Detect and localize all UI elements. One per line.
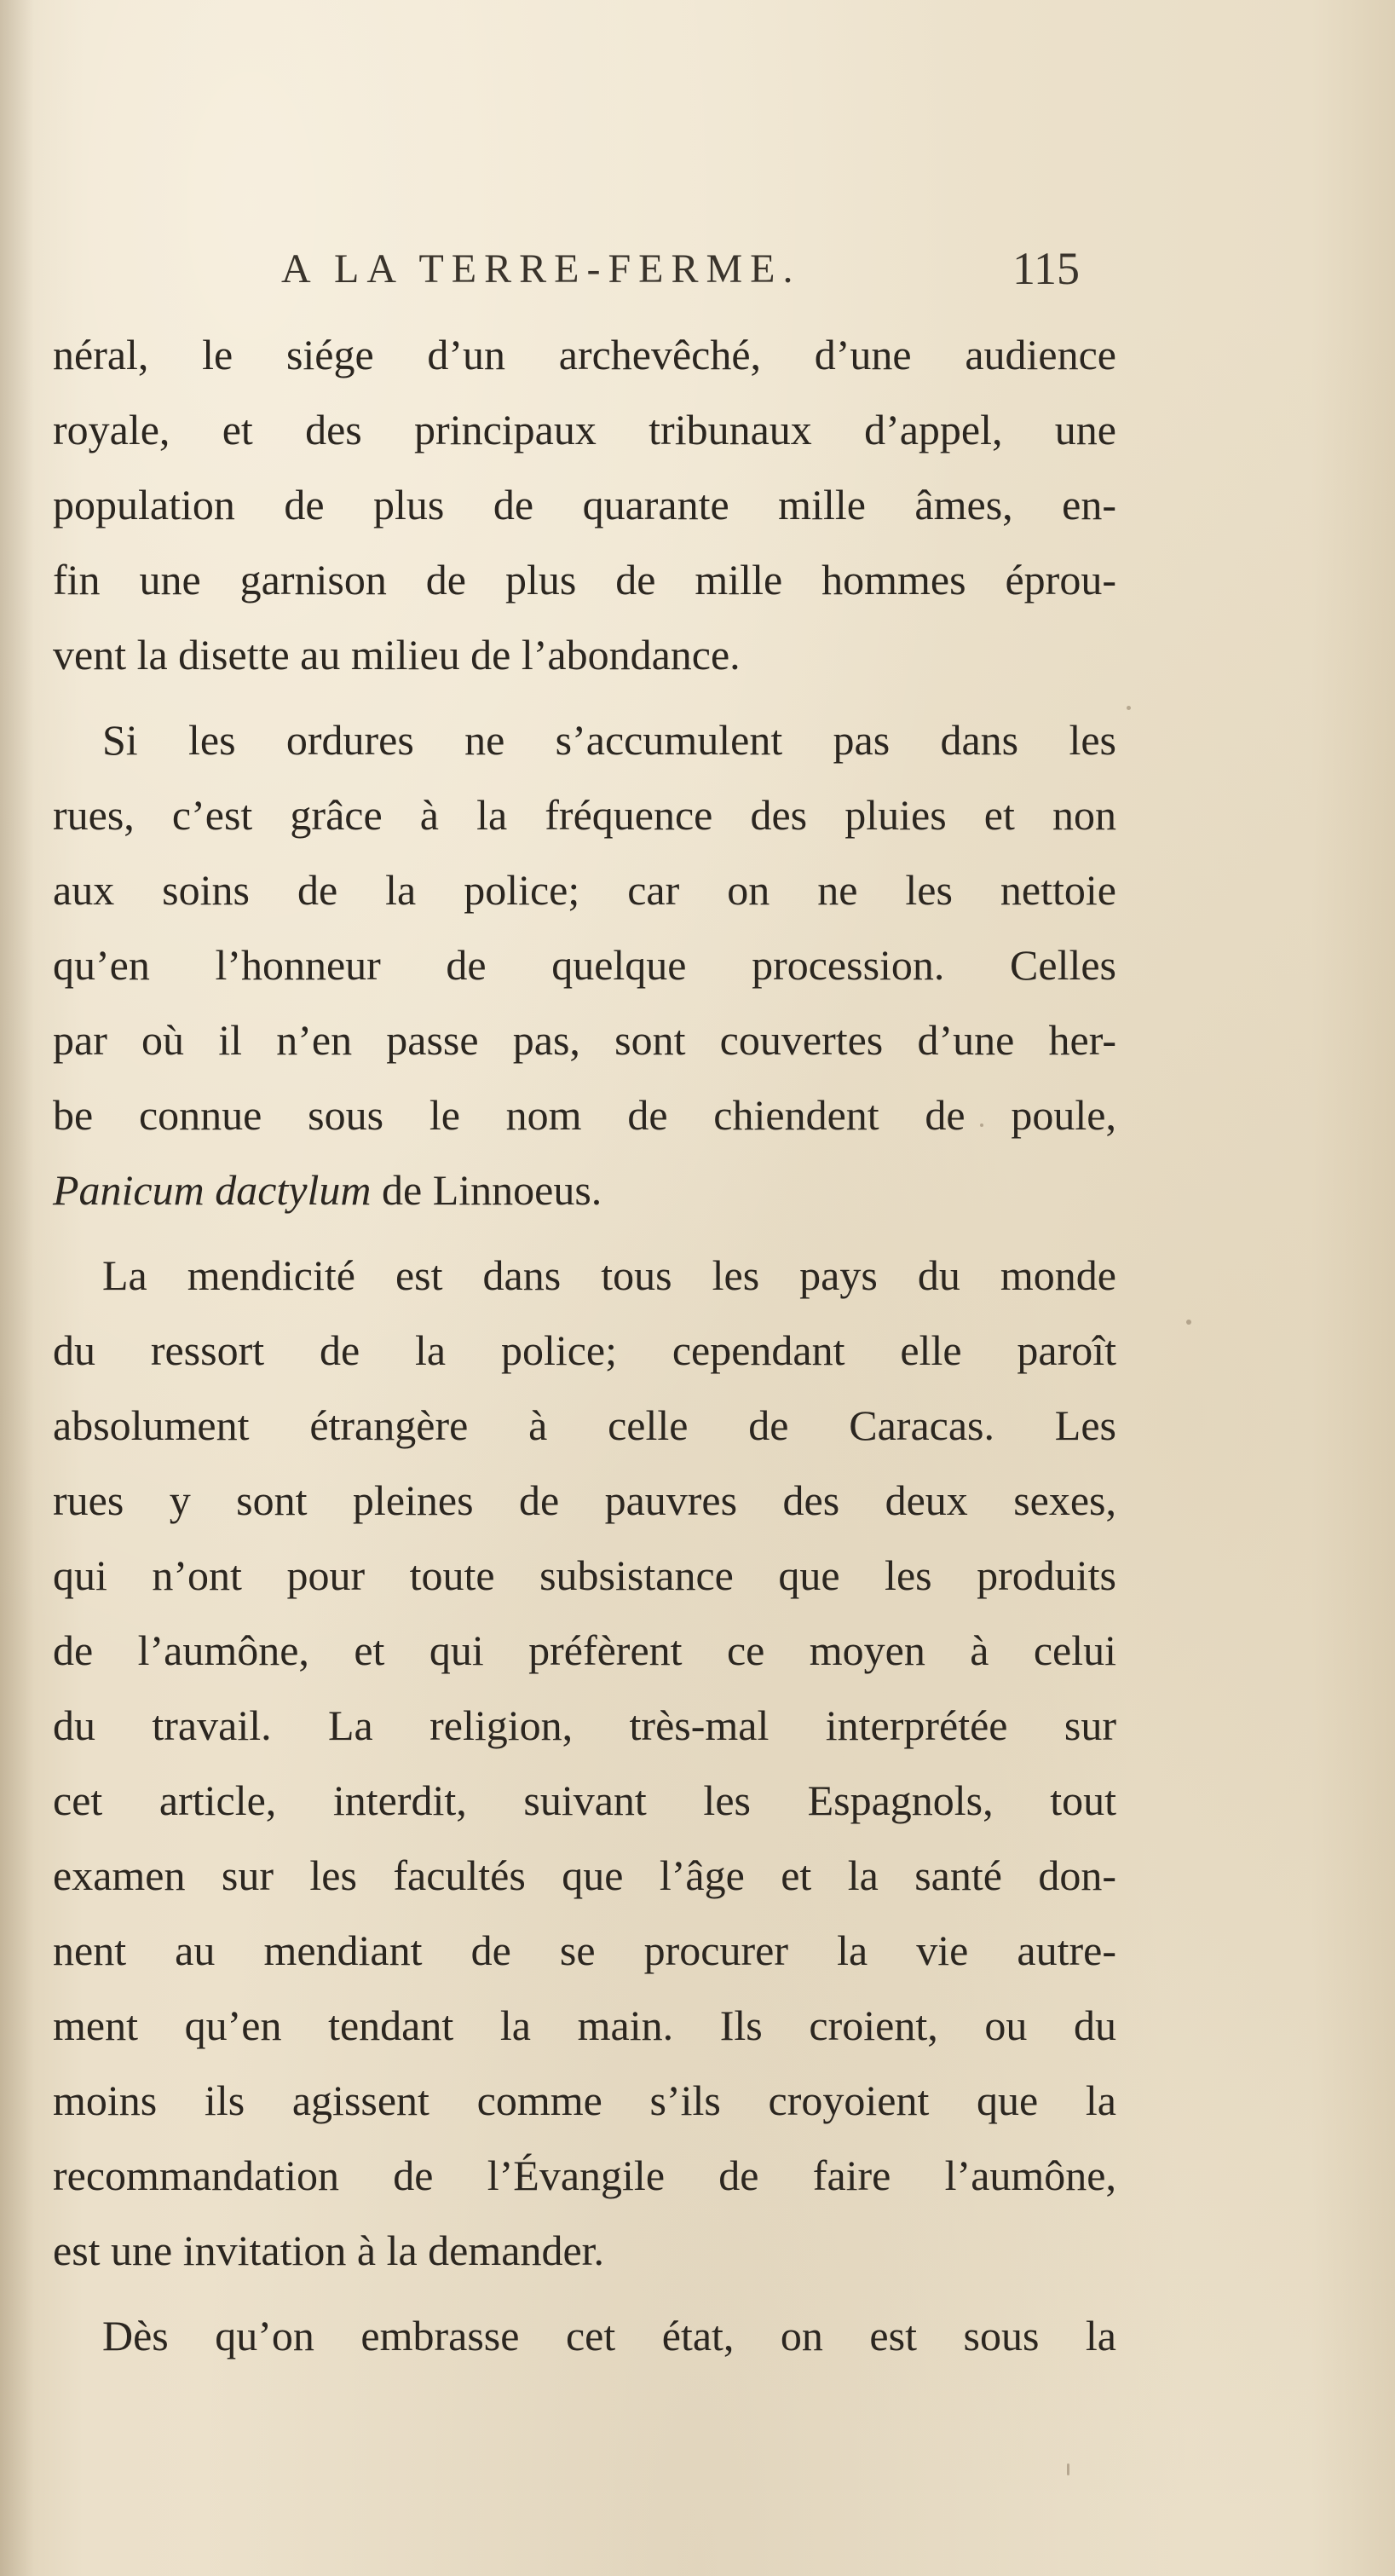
author-name: de Linnoeus.: [371, 1166, 602, 1214]
text-line: du travail. La religion, très-mal interprétée sur: [53, 1701, 1116, 1749]
paragraph-1: [53, 317, 1116, 692]
page-header: [0, 245, 1395, 314]
text-line: population de plus de quarante mille âmes, en-: [53, 481, 1116, 528]
text-line: be connue sous le nom de chiendent de poule,: [53, 1091, 1116, 1139]
gutter-shadow: [0, 0, 34, 2576]
text-line: du ressort de la police; cependant elle paroît: [53, 1326, 1116, 1374]
text-line: vent la disette au milieu de l’abondance.: [53, 631, 741, 679]
paper-speck: [1067, 2463, 1069, 2475]
paragraph-4: [53, 2298, 1116, 2373]
body-text: [53, 317, 1116, 2373]
paper-speck: [980, 1123, 983, 1127]
text-line: recommandation de l’Évangile de faire l’aumône,: [53, 2151, 1116, 2199]
text-line: examen sur les facultés que l’âge et la santé don-: [53, 1851, 1116, 1899]
text-line: de l’aumône, et qui préfèrent ce moyen à celui: [53, 1626, 1116, 1674]
page-number: 115: [1012, 243, 1080, 294]
text-line: rues, c’est grâce à la fréquence des pluies et non: [53, 791, 1116, 839]
text-line: nent au mendiant de se procurer la vie autre-: [53, 1926, 1116, 1974]
text-line: royale, et des principaux tribunaux d’appel, une: [53, 406, 1116, 453]
paper-speck: [1127, 706, 1131, 710]
text-line: qu’en l’honneur de quelque procession. Celles: [53, 941, 1116, 989]
text-line: absolument étrangère à celle de Caracas. Les: [53, 1401, 1116, 1449]
text-line: aux soins de la police; car on ne les nettoie: [53, 866, 1116, 914]
text-line: néral, le siége d’un archevêché, d’une audience: [53, 331, 1116, 378]
latin-species-name: Panicum dactylum: [53, 1166, 372, 1214]
text-line: cet article, interdit, suivant les Espagnols, tout: [53, 1776, 1116, 1824]
text-line: ment qu’en tendant la main. Ils croient, ou du: [53, 2001, 1116, 2049]
paragraph-2: [53, 702, 1116, 1227]
text-line: fin une garnison de plus de mille hommes éprou-: [53, 556, 1116, 604]
paper-speck: [1186, 1320, 1191, 1325]
text-line-latin-name: [53, 1152, 1116, 1227]
text-line: La mendicité est dans tous les pays du monde: [102, 1251, 1116, 1299]
text-line: par où il n’en passe pas, sont couvertes d’une her-: [53, 1016, 1116, 1064]
text-line: est une invitation à la demander.: [53, 2227, 605, 2274]
text-line: Dès qu’on embrasse cet état, on est sous la: [102, 2312, 1116, 2359]
text-line: qui n’ont pour toute subsistance que les produits: [53, 1551, 1116, 1599]
text-line: Si les ordures ne s’accumulent pas dans les: [102, 716, 1116, 764]
text-line: rues y sont pleines de pauvres des deux sexes,: [53, 1476, 1116, 1524]
paragraph-3: [53, 1238, 1116, 2288]
running-title: A LA TERRE-FERME.: [281, 246, 801, 292]
text-line: moins ils agissent comme s’ils croyoient que la: [53, 2076, 1116, 2124]
